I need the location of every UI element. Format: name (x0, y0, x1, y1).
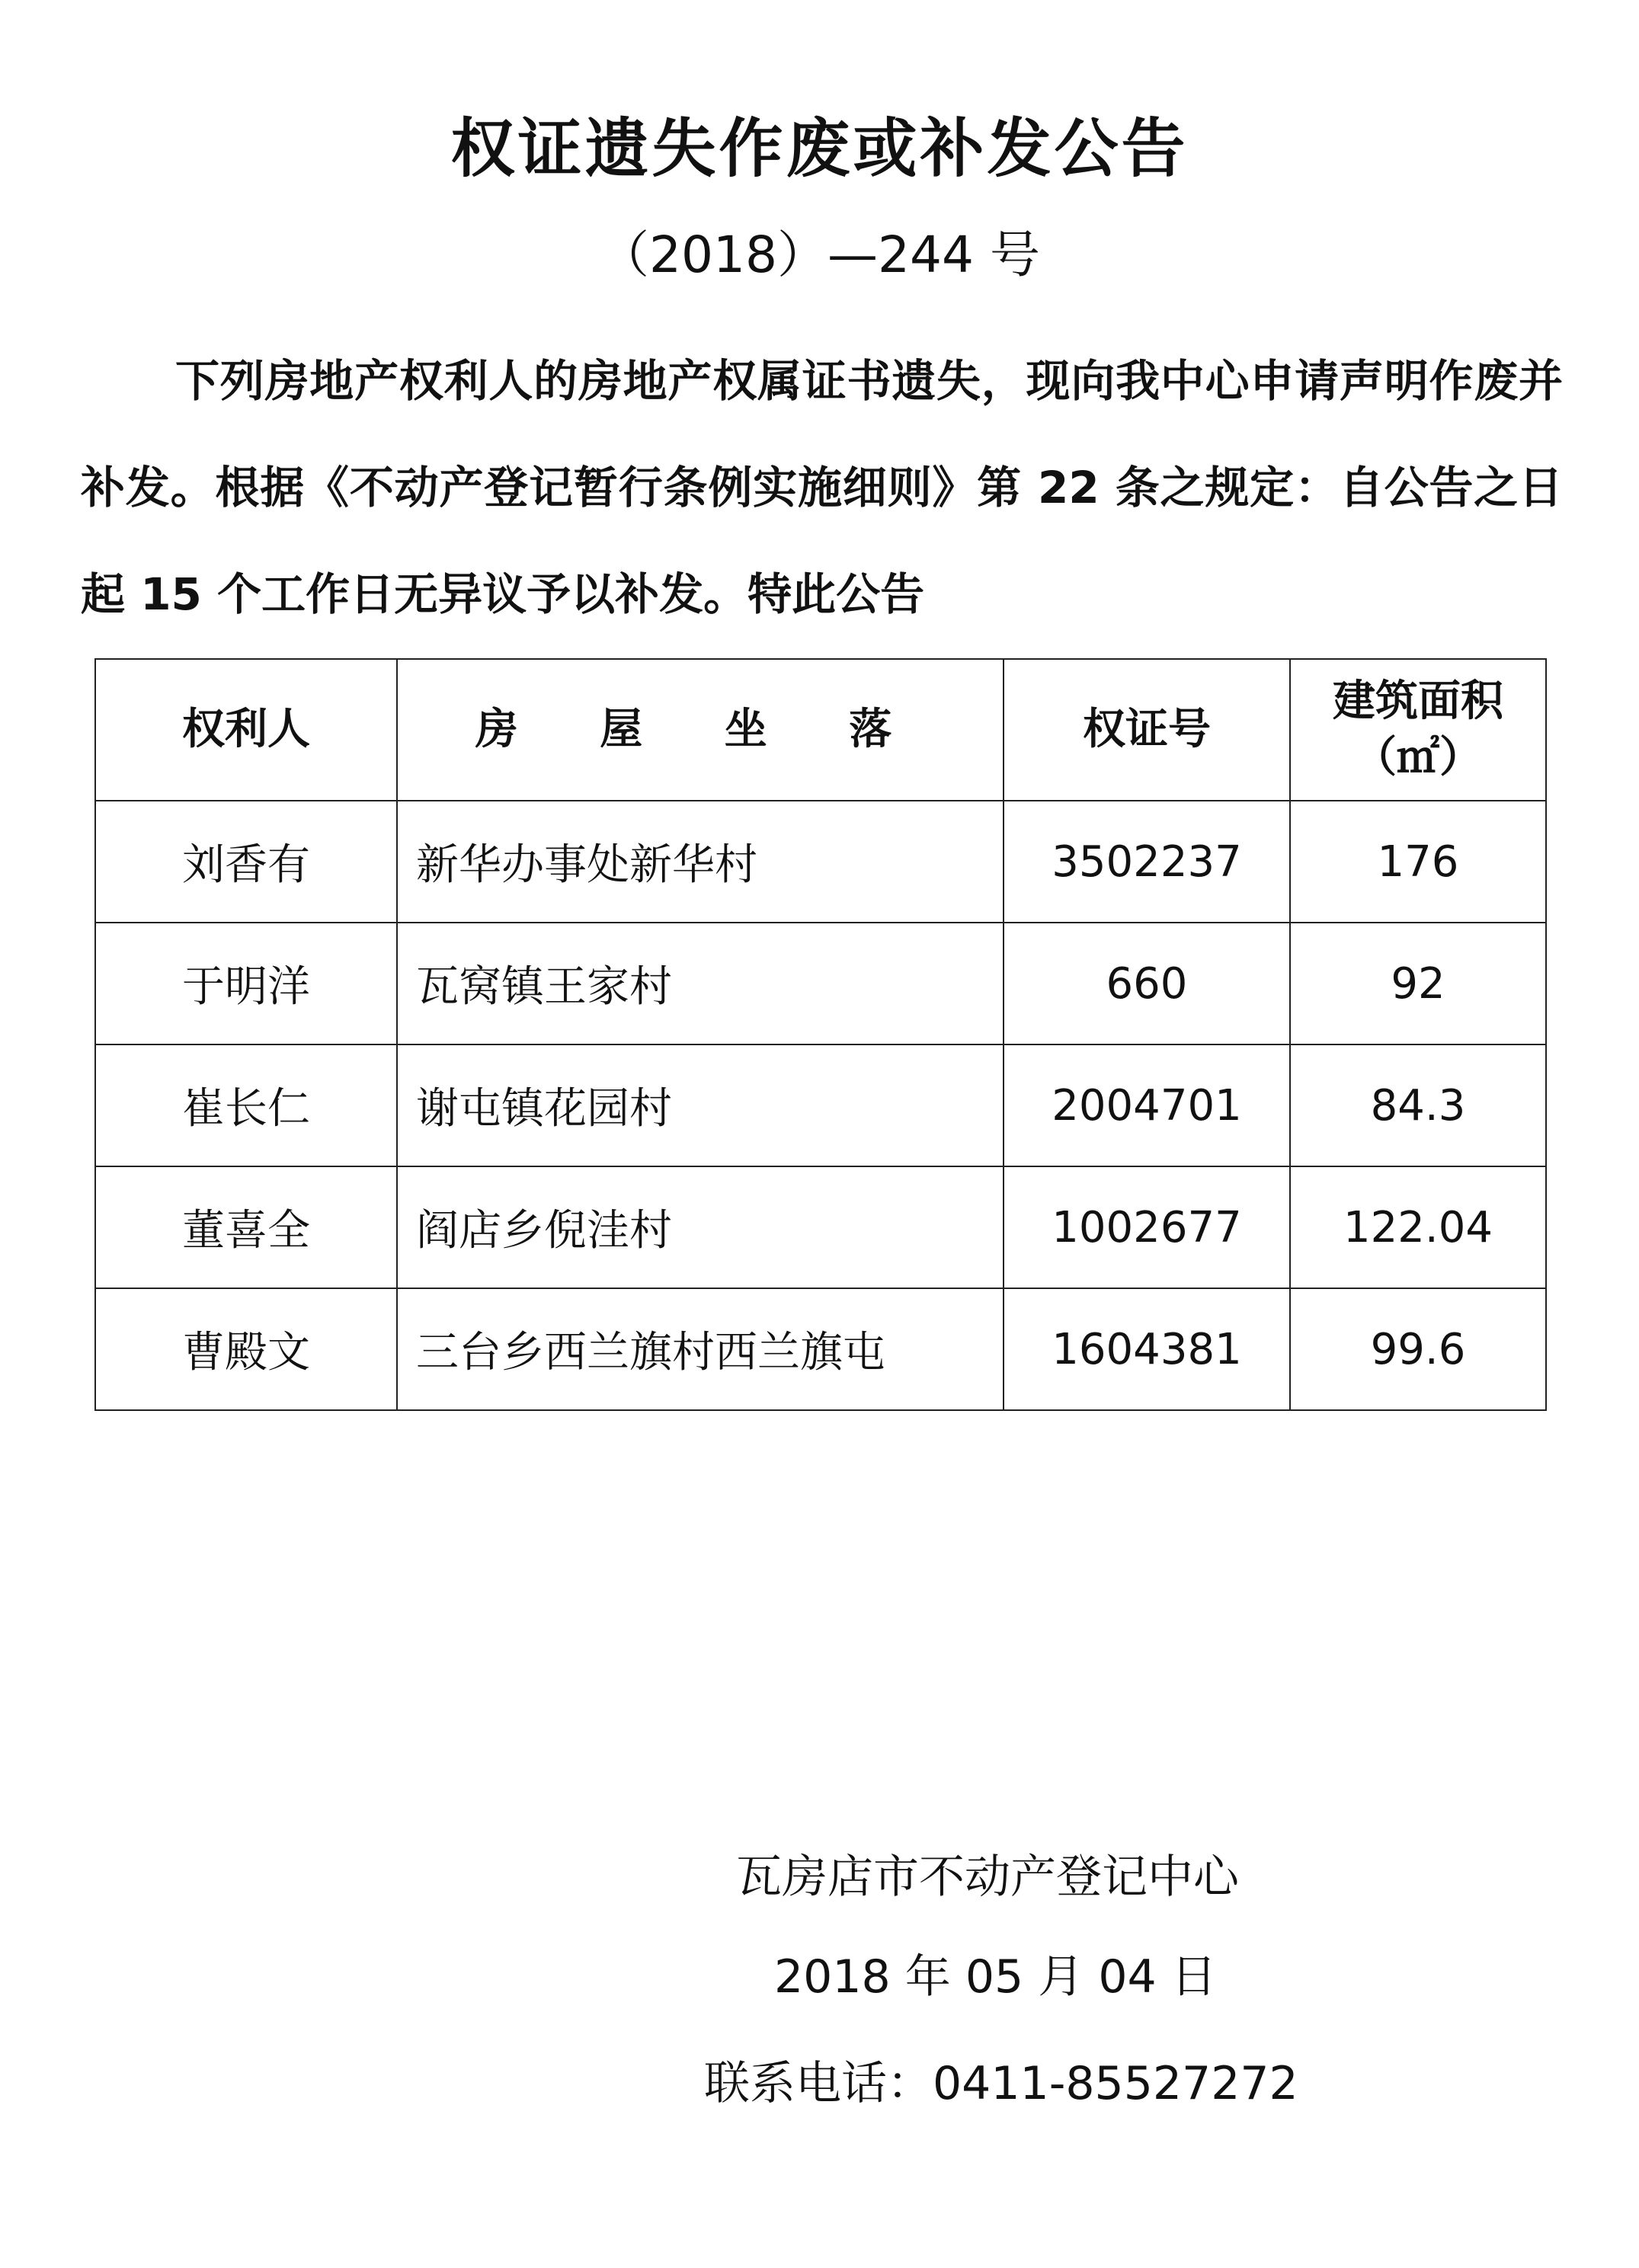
header-location: 房 屋 坐 落 (397, 659, 1004, 801)
header-area-label: 建筑面积 (1333, 677, 1503, 726)
cell-location: 谢屯镇花园村 (397, 1044, 1004, 1166)
issuing-organization: 瓦房店市不动产登记中心 (736, 1851, 1239, 1904)
table-row (95, 1288, 1546, 1410)
table-row (95, 801, 1546, 923)
cell-area: 92 (1290, 923, 1546, 1044)
cell-cert-no: 2004701 (1004, 1044, 1290, 1166)
cell-area: 122.04 (1290, 1166, 1546, 1288)
header-cert-no: 权证号 (1004, 659, 1290, 801)
page-title: 权证遗失作废或补发公告 (450, 111, 1189, 186)
cell-location: 新华办事处新华村 (397, 801, 1004, 923)
cell-location: 瓦窝镇王家村 (397, 923, 1004, 1044)
document-number: （2018）—244 号 (599, 226, 1040, 284)
cell-cert-no: 1604381 (1004, 1288, 1290, 1410)
table-row (95, 923, 1546, 1044)
header-area (1290, 659, 1546, 801)
cell-owner: 董喜全 (95, 1166, 397, 1288)
issue-date: 2018 年 05 月 04 日 (774, 1950, 1217, 2004)
cell-owner: 崔长仁 (95, 1044, 397, 1166)
cell-area: 176 (1290, 801, 1546, 923)
table-header-row (95, 659, 1546, 801)
cell-cert-no: 660 (1004, 923, 1290, 1044)
cell-area: 99.6 (1290, 1288, 1546, 1410)
notice-body: 下列房地产权利人的房地产权属证书遗失，现向我中心申请声明作废并补发。根据《不动产登记暂行条例实施细则》第 22 条之规定：自公告之日起 15 个工作日无异议予以补发。特此公告 (81, 355, 1563, 620)
cell-owner: 曹殿文 (95, 1288, 397, 1410)
header-area-unit: （㎡） (1354, 733, 1482, 782)
cell-cert-no: 1002677 (1004, 1166, 1290, 1288)
table-row (95, 1166, 1546, 1288)
header-owner: 权利人 (95, 659, 397, 801)
table-row (95, 1044, 1546, 1166)
cell-owner: 刘香有 (95, 801, 397, 923)
contact-phone: 联系电话：0411-85527272 (704, 2057, 1298, 2110)
cell-owner: 于明洋 (95, 923, 397, 1044)
records-table (94, 658, 1547, 1411)
cell-cert-no: 3502237 (1004, 801, 1290, 923)
cell-location: 阎店乡倪洼村 (397, 1166, 1004, 1288)
cell-location: 三台乡西兰旗村西兰旗屯 (397, 1288, 1004, 1410)
cell-area: 84.3 (1290, 1044, 1546, 1166)
